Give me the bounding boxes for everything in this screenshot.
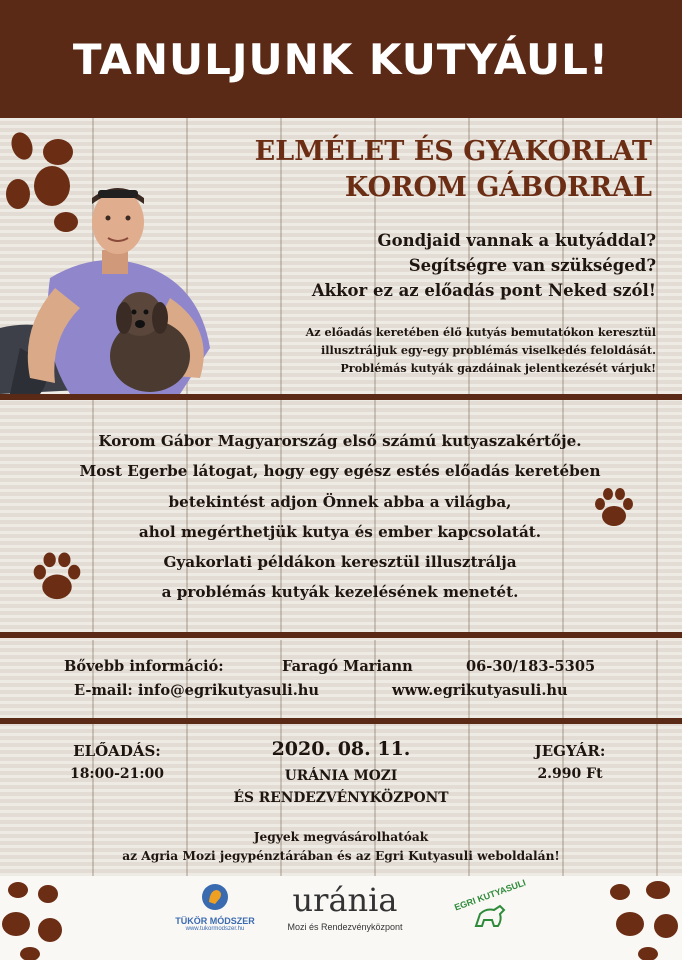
footer-logos [0, 876, 682, 960]
about-line: ahol megérthetjük kutya és ember kapcsolatát. [138, 522, 542, 541]
paw-print-icon [30, 550, 84, 604]
about-line: Most Egerbe látogat, hogy egy egész estés előadás keretében [79, 462, 601, 481]
details-line: Az előadás keretében élő kutyás bemutatókon keresztül [305, 325, 656, 339]
purchase-line2: az Agria Mozi jegypénztárában és az Egri Kutyasuli weboldalán! [122, 849, 560, 863]
ticket-label: JEGYÁR: [534, 742, 606, 760]
venue-line1: URÁNIA MOZI [284, 768, 398, 784]
contact-section [0, 640, 682, 718]
contact-phone: 06-30/183-5305 [466, 658, 596, 675]
lecture-label: ELŐADÁS: [73, 742, 161, 760]
intro-section [0, 118, 682, 394]
urania-subtitle: Mozi és Rendezvényközpont [287, 922, 403, 932]
about-line: Gyakorlati példákon keresztül illusztrálja [163, 553, 517, 571]
contact-email: E-mail: info@egrikutyasuli.hu [74, 682, 320, 699]
question-line: Segítségre van szükséged? [408, 256, 656, 276]
question-line: Akkor ez az előadás pont Neked szól! [311, 281, 656, 301]
lecture-time: 18:00-21:00 [69, 766, 165, 782]
urania-logo [270, 881, 420, 932]
about-section [0, 400, 682, 632]
kutyasuli-name: EGRI KUTYASULI [452, 877, 528, 913]
info-label: Bővebb információ: [64, 658, 224, 675]
header-banner [0, 0, 682, 118]
subtitle-line1: ELMÉLET ÉS GYAKORLAT [254, 136, 652, 167]
contact-name: Faragó Mariann [282, 658, 413, 675]
subtitle-line2: KOROM GÁBORRAL [344, 172, 652, 203]
venue-line2: ÉS RENDEZVÉNYKÖZPONT [233, 790, 449, 806]
poster-title: TANULJUNK KUTYÁUL! [72, 34, 610, 84]
tukor-logo-icon [200, 882, 230, 912]
divider [0, 632, 682, 638]
paw-print-icon [0, 880, 70, 960]
about-paragraph [20, 426, 660, 608]
about-line: betekintést adjon Önnek abba a világba, [168, 492, 512, 511]
urania-name: uránia [292, 881, 398, 919]
details-line: Problémás kutyák gazdáinak jelentkezését várjuk! [340, 360, 656, 375]
paw-print-icon [592, 486, 636, 530]
question-line: Gondjaid vannak a kutyáddal? [377, 231, 656, 250]
egri-kutyasuli-logo [440, 877, 540, 938]
details-block [306, 324, 656, 378]
tukor-name: TÜKÖR MÓDSZER [175, 916, 255, 926]
about-line: Korom Gábor Magyarország első számú kutyaszakértője. [98, 432, 582, 450]
ticket-price: 2.990 Ft [537, 766, 603, 782]
paw-print-icon [600, 880, 682, 960]
contact-website: www.egrikutyasuli.hu [392, 682, 568, 699]
tukor-modszer-logo [150, 882, 280, 932]
tukor-url: www.tukormodszer.hu [185, 926, 245, 932]
event-date: 2020. 08. 11. [271, 738, 411, 760]
trainer-with-dog-photo [0, 178, 230, 394]
details-line: illusztráljuk egy-egy problémás viselkedés feloldását. [321, 342, 656, 357]
purchase-line1: Jegyek megvásárolhatóak [253, 830, 429, 844]
questions-block [312, 228, 656, 303]
about-line: a problémás kutyák kezelésének menetét. [161, 583, 519, 602]
event-section [0, 724, 682, 876]
